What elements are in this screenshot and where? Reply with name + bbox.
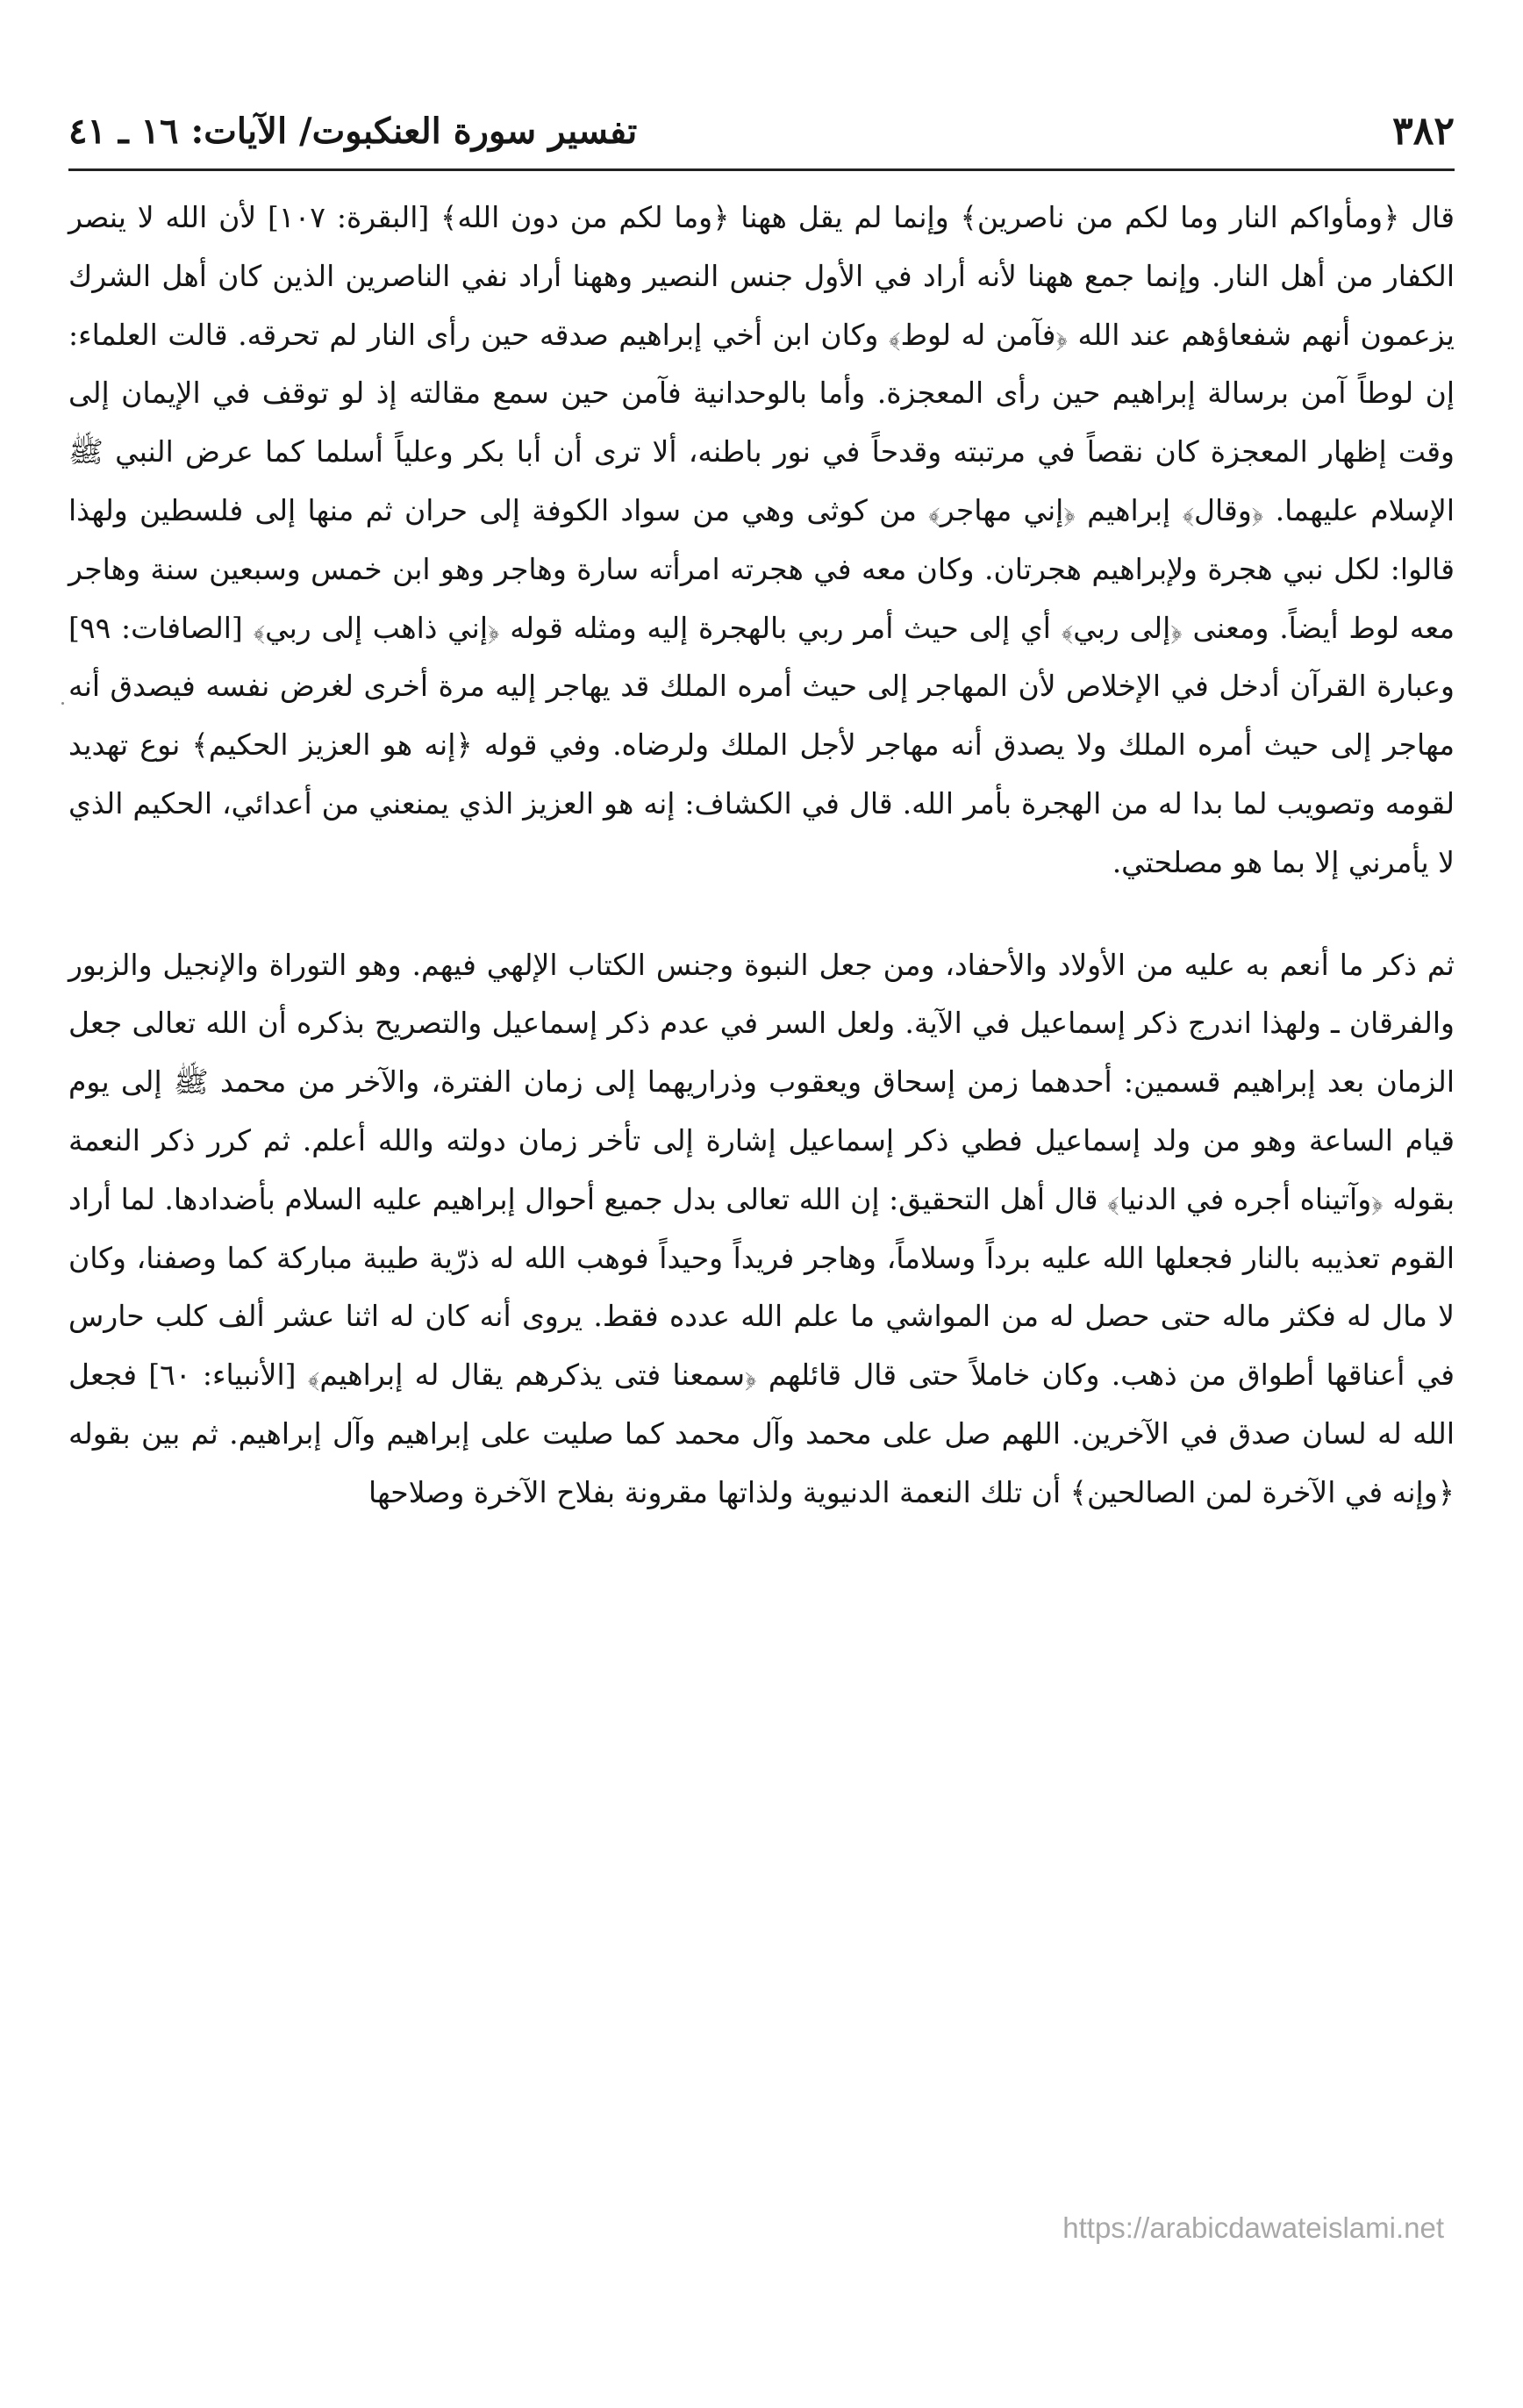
- running-title: تفسير سورة العنكبوت/ الآيات: ١٦ ـ ٤١: [68, 111, 638, 152]
- watermark-url: https://arabicdawateislami.net: [1062, 2211, 1444, 2244]
- page-header: [68, 98, 1455, 177]
- header-divider: [68, 168, 1455, 171]
- paragraph: قال ﴿ومأواكم النار وما لكم من ناصرين﴾ وإنما لم يقل ههنا ﴿وما لكم من دون الله﴾ [البقرة: ١٠٧] لأن الله لا ينصر الكفار من أهل النار. وإنما جمع ههنا لأنه أراد في الأول جنس النصير وههنا أراد نفي الناصرين الذين كان أهل الشرك يزعمون أنهم شفعاؤهم عند الله ﴿فآمن له لوط﴾ وكان ابن أخي إبراهيم صدقه حين رأى النار لم تحرقه. قالت العلماء: إن لوطاً آمن برسالة إبراهيم حين رأى المعجزة. وأما بالوحدانية فآمن حين سمع مقالته إذ لو توقف في الإيمان إلى وقت إظهار المعجزة كان نقصاً في مرتبته وقدحاً في نور باطنه، ألا ترى أن أبا بكر وعلياً أسلما كما عرض النبي ﷺ الإسلام عليهما. ﴿وقال﴾ إبراهيم ﴿إني مهاجر﴾ من كوثى وهي من سواد الكوفة إلى حران ثم منها إلى فلسطين ولهذا قالوا: لكل نبي هجرة ولإبراهيم هجرتان. وكان معه في هجرته امرأته سارة وهاجر وهو ابن خمس وسبعين سنة وهاجر معه لوط أيضاً. ومعنى ﴿إلى ربي﴾ أي إلى حيث أمر ربي بالهجرة إليه ومثله قوله ﴿إني ذاهب إلى ربي﴾ [الصافات: ٩٩] وعبارة القرآن أدخل في الإخلاص لأن المهاجر إلى حيث أمره الملك قد يهاجر إليه مرة أخرى لغرض نفسه فيصدق أنه مهاجر إلى حيث أمره الملك ولا يصدق أنه مهاجر لأجل الملك ولرضاه. وفي قوله ﴿إنه هو العزيز الحكيم﴾ نوع تهديد لقومه وتصويب لما بدا له من الهجرة بأمر الله. قال في الكشاف: إنه هو العزيز الذي يمنعني من أعدائي، الحكيم الذي لا يأمرني إلا بما هو مصلحتي.: [68, 200, 1455, 879]
- scan-speck: [61, 702, 64, 705]
- main-text: [68, 189, 1455, 1523]
- paragraph: ثم ذكر ما أنعم به عليه من الأولاد والأحفاد، ومن جعل النبوة وجنس الكتاب الإلهي فيهم. وهو التوراة والإنجيل والزبور والفرقان ـ ولهذا اندرج ذكر إسماعيل في الآية. ولعل السر في عدم ذكر إسماعيل والتصريح بذكره أن الله تعالى جعل الزمان بعد إبراهيم قسمين: أحدهما زمن إسحاق ويعقوب وذراريهما إلى زمان الفترة، والآخر من محمد ﷺ إلى يوم قيام الساعة وهو من ولد إسماعيل فطي ذكر إسماعيل إشارة إلى تأخر زمان دولته والله أعلم. ثم كرر ذكر النعمة بقوله ﴿وآتيناه أجره في الدنيا﴾ قال أهل التحقيق: إن الله تعالى بدل جميع أحوال إبراهيم عليه السلام بأضدادها. لما أراد القوم تعذيبه بالنار فجعلها الله عليه برداً وسلاماً، وهاجر فريداً وحيداً فوهب الله له ذرّية طيبة مباركة كما وصفنا، وكان لا مال له فكثر ماله حتى حصل له من المواشي ما علم الله عدده فقط. يروى أنه كان له اثنا عشر ألف كلب حارس في أعناقها أطواق من ذهب. وكان خاملاً حتى قال قائلهم ﴿سمعنا فتى يذكرهم يقال له إبراهيم﴾ [الأنبياء: ٦٠] فجعل الله له لسان صدق في الآخرين. اللهم صل على محمد وآل محمد كما صليت على إبراهيم وآل إبراهيم. ثم بين بقوله ﴿وإنه في الآخرة لمن الصالحين﴾ أن تلك النعمة الدنيوية ولذاتها مقرونة بفلاح الآخرة وصلاحها: [68, 947, 1455, 1509]
- page-number: ٣٨٢: [1392, 109, 1455, 154]
